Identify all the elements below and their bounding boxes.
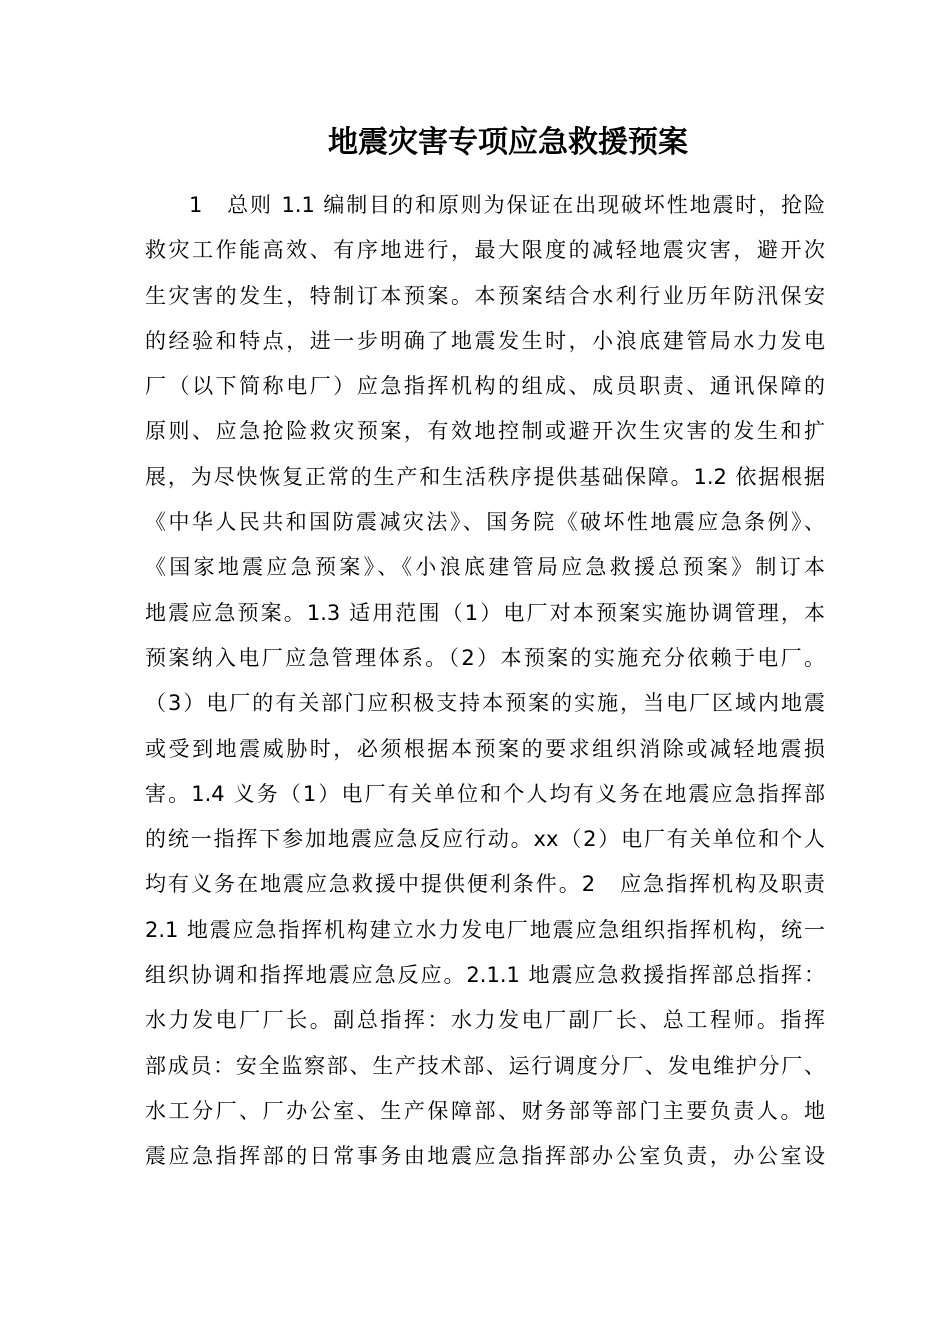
body-line: 原则、应急抢险救灾预案，有效地控制或避开次生灾害的发生和扩 xyxy=(145,419,825,444)
document-title: 地震灾害专项应急救援预案 xyxy=(328,125,688,160)
body-line: 水工分厂、厂办公室、生产保障部、财务部等部门主要负责人。地 xyxy=(145,1098,825,1123)
body-line: 或受到地震威胁时，必须根据本预案的要求组织消除或减轻地震损 xyxy=(145,736,825,761)
body-line: 2.1 地震应急指挥机构建立水力发电厂地震应急组织指挥机构，统一 xyxy=(145,917,825,942)
body-line: 地震应急预案。1.3 适用范围（1）电厂对本预案实施协调管理，本 xyxy=(145,600,825,625)
body-line: 厂（以下简称电厂）应急指挥机构的组成、成员职责、通讯保障的 xyxy=(145,374,825,399)
body-line: 震应急指挥部的日常事务由地震应急指挥部办公室负责，办公室设 xyxy=(145,1144,825,1169)
body-line: （3）电厂的有关部门应积极支持本预案的实施，当电厂区域内地震 xyxy=(145,691,825,716)
body-line: 部成员：安全监察部、生产技术部、运行调度分厂、发电维护分厂、 xyxy=(145,1053,825,1078)
body-line: 组织协调和指挥地震应急反应。2.1.1 地震应急救援指挥部总指挥： xyxy=(145,963,825,988)
body-line: 的经验和特点，进一步明确了地震发生时，小浪底建管局水力发电 xyxy=(145,328,825,353)
body-line: 水力发电厂厂长。副总指挥：水力发电厂副厂长、总工程师。指挥 xyxy=(145,1008,825,1033)
body-line: 生灾害的发生，特制订本预案。本预案结合水利行业历年防汛保安 xyxy=(145,283,825,308)
body-line: 救灾工作能高效、有序地进行，最大限度的减轻地震灾害，避开次 xyxy=(145,238,825,263)
body-line: 展，为尽快恢复正常的生产和生活秩序提供基础保障。1.2 依据根据 xyxy=(145,464,825,489)
body-line: 《中华人民共和国防震减灾法》、国务院《破坏性地震应急条例》、 xyxy=(145,510,825,535)
body-line: 《国家地震应急预案》、《小浪底建管局应急救援总预案》制订本 xyxy=(145,555,825,580)
body-line: 的统一指挥下参加地震应急反应行动。xx（2）电厂有关单位和个人 xyxy=(145,827,825,852)
body-line: 害。1.4 义务（1）电厂有关单位和个人均有义务在地震应急指挥部 xyxy=(145,781,825,806)
body-line: 均有义务在地震应急救援中提供便利条件。2 应急指挥机构及职责 xyxy=(145,872,825,897)
document-body xyxy=(145,183,825,1180)
body-line: 预案纳入电厂应急管理体系。（2）本预案的实施充分依赖于电厂。 xyxy=(145,645,825,670)
body-line: 1 总则 1.1 编制目的和原则为保证在出现破坏性地震时，抢险 xyxy=(189,193,825,217)
